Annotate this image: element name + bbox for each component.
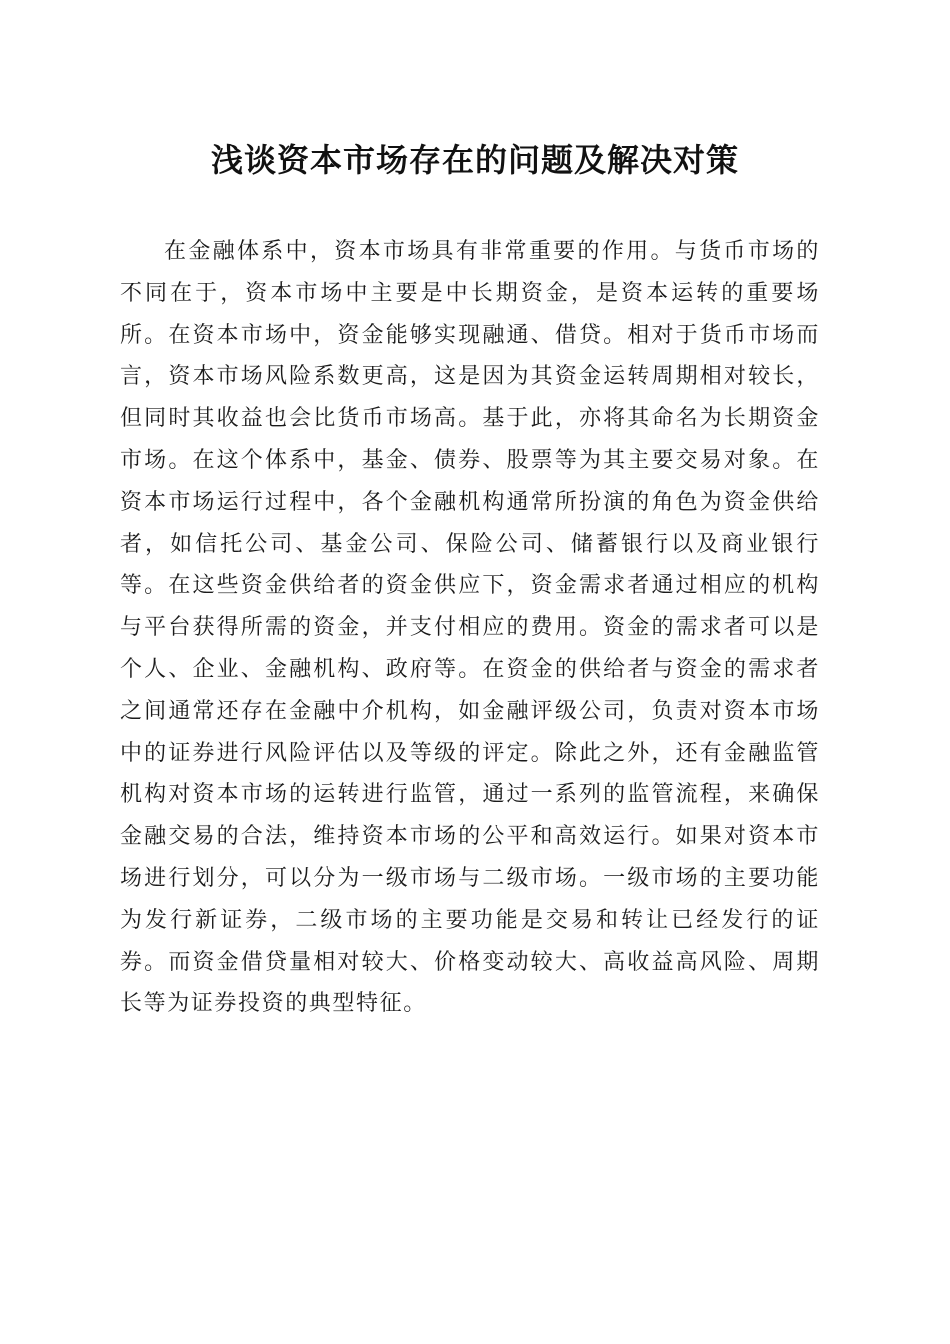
document-title: 浅谈资本市场存在的问题及解决对策 <box>210 141 739 179</box>
body-paragraph: 在金融体系中，资本市场具有非常重要的作用。与货币市场的不同在于，资本市场中主要是中长期资金，是资本运转的重要场所。在资本市场中，资金能够实现融通、借贷。相对于货币市场而言，资本市场风险系数更高，这是因为其资金运转周期相对较长，但同时其收益也会比货币市场高。基于此，亦将其命名为长期资金市场。在这个体系中，基金、债券、股票等为其主要交易对象。在资本市场运行过程中，各个金融机构通常所扮演的角色为资金供给者，如信托公司、基金公司、保险公司、储蓄银行以及商业银行等。在这些资金供给者的资金供应下，资金需求者通过相应的机构与平台获得所需的资金，并支付相应的费用。资金的需求者可以是个人、企业、金融机构、政府等。在资金的供给者与资金的需求者之间通常还存在金融中介机构，如金融评级公司，负责对资本市场中的证券进行风险评估以及等级的评定。除此之外，还有金融监管机构对资本市场的运转进行监管，通过一系列的监管流程，来确保金融交易的合法，维持资本市场的公平和高效运行。如果对资本市场进行划分，可以分为一级市场与二级市场。一级市场的主要功能为发行新证券，二级市场的主要功能是交易和转让已经发行的证券。而资金借贷量相对较大、价格变动较大、高收益高风险、周期长等为证券投资的典型特征。 <box>120 239 820 1017</box>
